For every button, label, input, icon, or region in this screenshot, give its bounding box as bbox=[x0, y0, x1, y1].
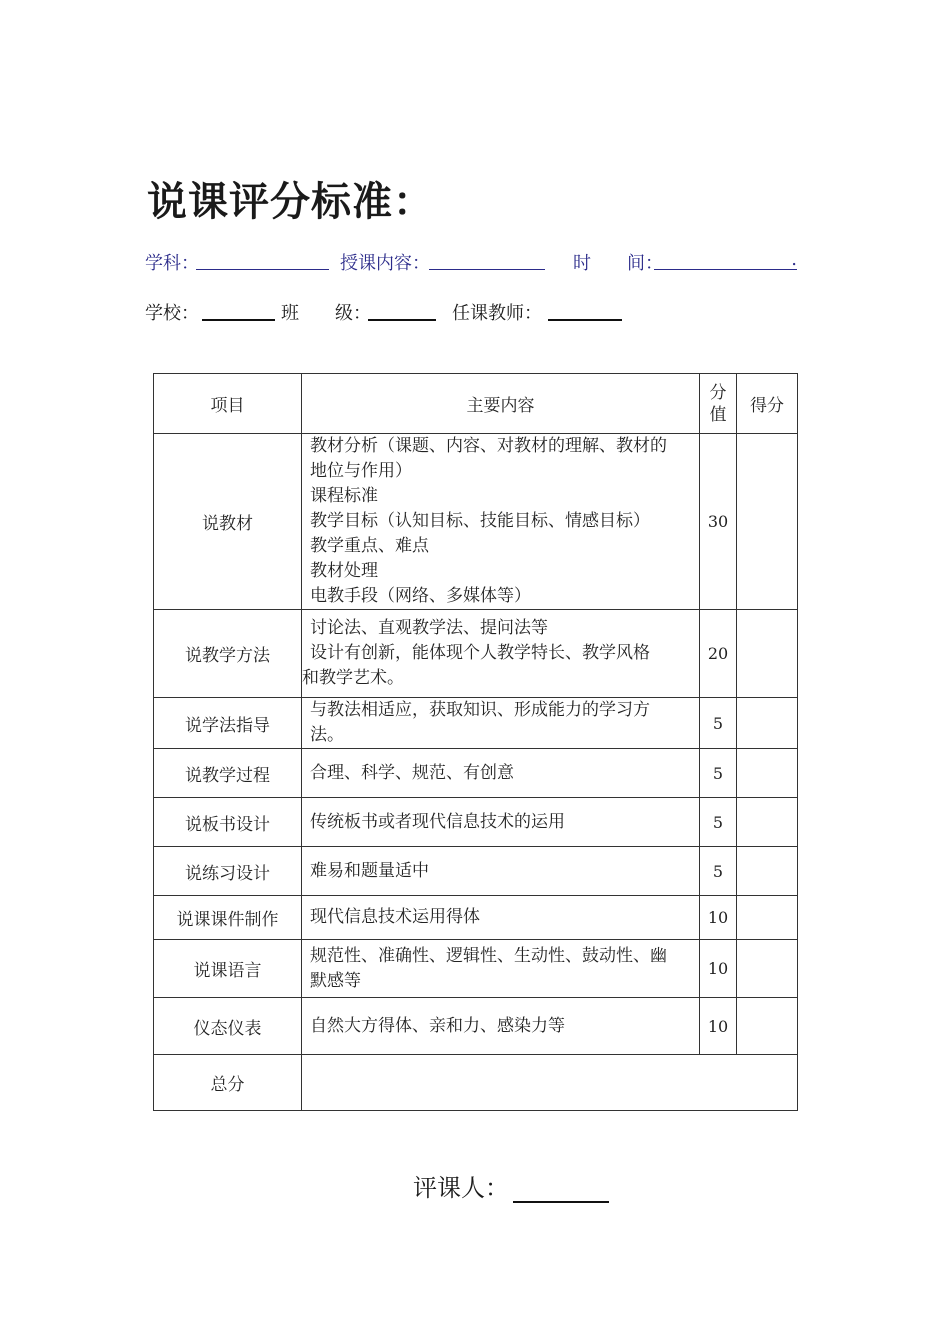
content-cell bbox=[302, 896, 700, 940]
content-line: 难易和题量适中 bbox=[310, 860, 429, 881]
got-score-cell[interactable] bbox=[737, 847, 798, 896]
header-score-line2: 值 bbox=[709, 404, 727, 425]
total-label: 总分 bbox=[154, 1055, 302, 1111]
content-blank[interactable] bbox=[429, 249, 545, 270]
header-got: 得分 bbox=[737, 374, 798, 434]
content-line: 教材处理 bbox=[310, 561, 378, 581]
content-label: 授课内容： bbox=[340, 253, 430, 274]
content-line: 传统板书或者现代信息技术的运用 bbox=[310, 811, 565, 832]
item-cell: 说练习设计 bbox=[154, 847, 302, 896]
content-line: 现代信息技术运用得体 bbox=[310, 907, 480, 927]
table-row bbox=[154, 698, 798, 749]
header-score-line1: 分 bbox=[709, 382, 727, 403]
item-cell: 说课课件制作 bbox=[154, 896, 302, 940]
total-row bbox=[154, 1055, 798, 1111]
score-cell: 5 bbox=[700, 698, 737, 749]
header-content: 主要内容 bbox=[302, 374, 700, 434]
content-line: 教学目标（认知目标、技能目标、情感目标） bbox=[310, 511, 650, 531]
content-line: 与教法相适应，获取知识、形成能力的学习方 bbox=[310, 700, 650, 720]
total-value-cell[interactable] bbox=[302, 1055, 798, 1111]
table-row bbox=[154, 847, 798, 896]
content-cell bbox=[302, 940, 700, 998]
got-score-cell[interactable] bbox=[737, 798, 798, 847]
content-line: 自然大方得体、亲和力、感染力等 bbox=[310, 1015, 565, 1036]
content-cell bbox=[302, 798, 700, 847]
score-cell: 10 bbox=[700, 896, 737, 940]
item-cell: 说学法指导 bbox=[154, 698, 302, 749]
got-score-cell[interactable] bbox=[737, 749, 798, 798]
time-label: 时 间： bbox=[573, 253, 663, 274]
score-cell: 30 bbox=[700, 434, 737, 610]
content-line: 教材分析（课题、内容、对教材的理解、教材的 bbox=[310, 436, 667, 456]
content-line: 教学重点、难点 bbox=[310, 536, 429, 556]
item-cell: 说教材 bbox=[154, 434, 302, 610]
reviewer-blank[interactable] bbox=[513, 1175, 609, 1203]
table-row bbox=[154, 798, 798, 847]
got-score-cell[interactable] bbox=[737, 896, 798, 940]
score-cell: 5 bbox=[700, 847, 737, 896]
table-row bbox=[154, 896, 798, 940]
time-tail: . bbox=[791, 249, 797, 270]
teacher-blank[interactable] bbox=[548, 299, 622, 321]
content-line: 法。 bbox=[310, 725, 344, 745]
content-line: 和教学艺术。 bbox=[302, 668, 404, 688]
content-line: 合理、科学、规范、有创意 bbox=[310, 762, 514, 783]
content-cell bbox=[302, 610, 700, 698]
content-line: 地位与作用） bbox=[310, 461, 412, 481]
content-cell bbox=[302, 698, 700, 749]
header-item: 项目 bbox=[154, 374, 302, 434]
got-score-cell[interactable] bbox=[737, 610, 798, 698]
item-cell: 仪态仪表 bbox=[154, 998, 302, 1055]
content-line: 课程标准 bbox=[310, 486, 378, 506]
content-line: 默感等 bbox=[310, 970, 361, 991]
score-cell: 20 bbox=[700, 610, 737, 698]
score-cell: 5 bbox=[700, 798, 737, 847]
table-row bbox=[154, 749, 798, 798]
got-score-cell[interactable] bbox=[737, 434, 798, 610]
content-line: 电教手段（网络、多媒体等） bbox=[310, 586, 531, 606]
teacher-label: 任课教师： bbox=[452, 303, 542, 324]
content-line: 设计有创新，能体现个人教学特长、教学风格 bbox=[310, 643, 650, 663]
got-score-cell[interactable] bbox=[737, 940, 798, 998]
score-cell: 10 bbox=[700, 998, 737, 1055]
item-cell: 说教学过程 bbox=[154, 749, 302, 798]
time-blank[interactable] bbox=[654, 249, 797, 270]
page-title: 说课评分标准： bbox=[147, 178, 434, 225]
table-row bbox=[154, 434, 798, 610]
score-cell: 5 bbox=[700, 749, 737, 798]
got-score-cell[interactable] bbox=[737, 698, 798, 749]
item-cell: 说板书设计 bbox=[154, 798, 302, 847]
class-label: 班 级： bbox=[281, 303, 371, 324]
content-line: 讨论法、直观教学法、提问法等 bbox=[310, 618, 548, 638]
item-cell: 说课语言 bbox=[154, 940, 302, 998]
table-row bbox=[154, 998, 798, 1055]
subject-label: 学科： bbox=[145, 253, 199, 274]
school-label: 学校： bbox=[145, 303, 199, 324]
reviewer-label: 评课人： bbox=[413, 1174, 509, 1202]
got-score-cell[interactable] bbox=[737, 998, 798, 1055]
table-row bbox=[154, 940, 798, 998]
scoring-table bbox=[153, 373, 798, 1111]
reviewer-line bbox=[413, 1168, 609, 1203]
table-header-row bbox=[154, 374, 798, 434]
table-row bbox=[154, 610, 798, 698]
content-cell bbox=[302, 749, 700, 798]
item-cell: 说教学方法 bbox=[154, 610, 302, 698]
class-blank[interactable] bbox=[368, 299, 436, 321]
content-line: 规范性、准确性、逻辑性、生动性、鼓动性、幽 bbox=[310, 945, 667, 966]
header-score bbox=[700, 374, 737, 434]
school-blank[interactable] bbox=[202, 299, 275, 321]
content-cell bbox=[302, 998, 700, 1055]
score-cell: 10 bbox=[700, 940, 737, 998]
content-cell bbox=[302, 434, 700, 610]
content-cell bbox=[302, 847, 700, 896]
subject-blank[interactable] bbox=[196, 249, 329, 270]
